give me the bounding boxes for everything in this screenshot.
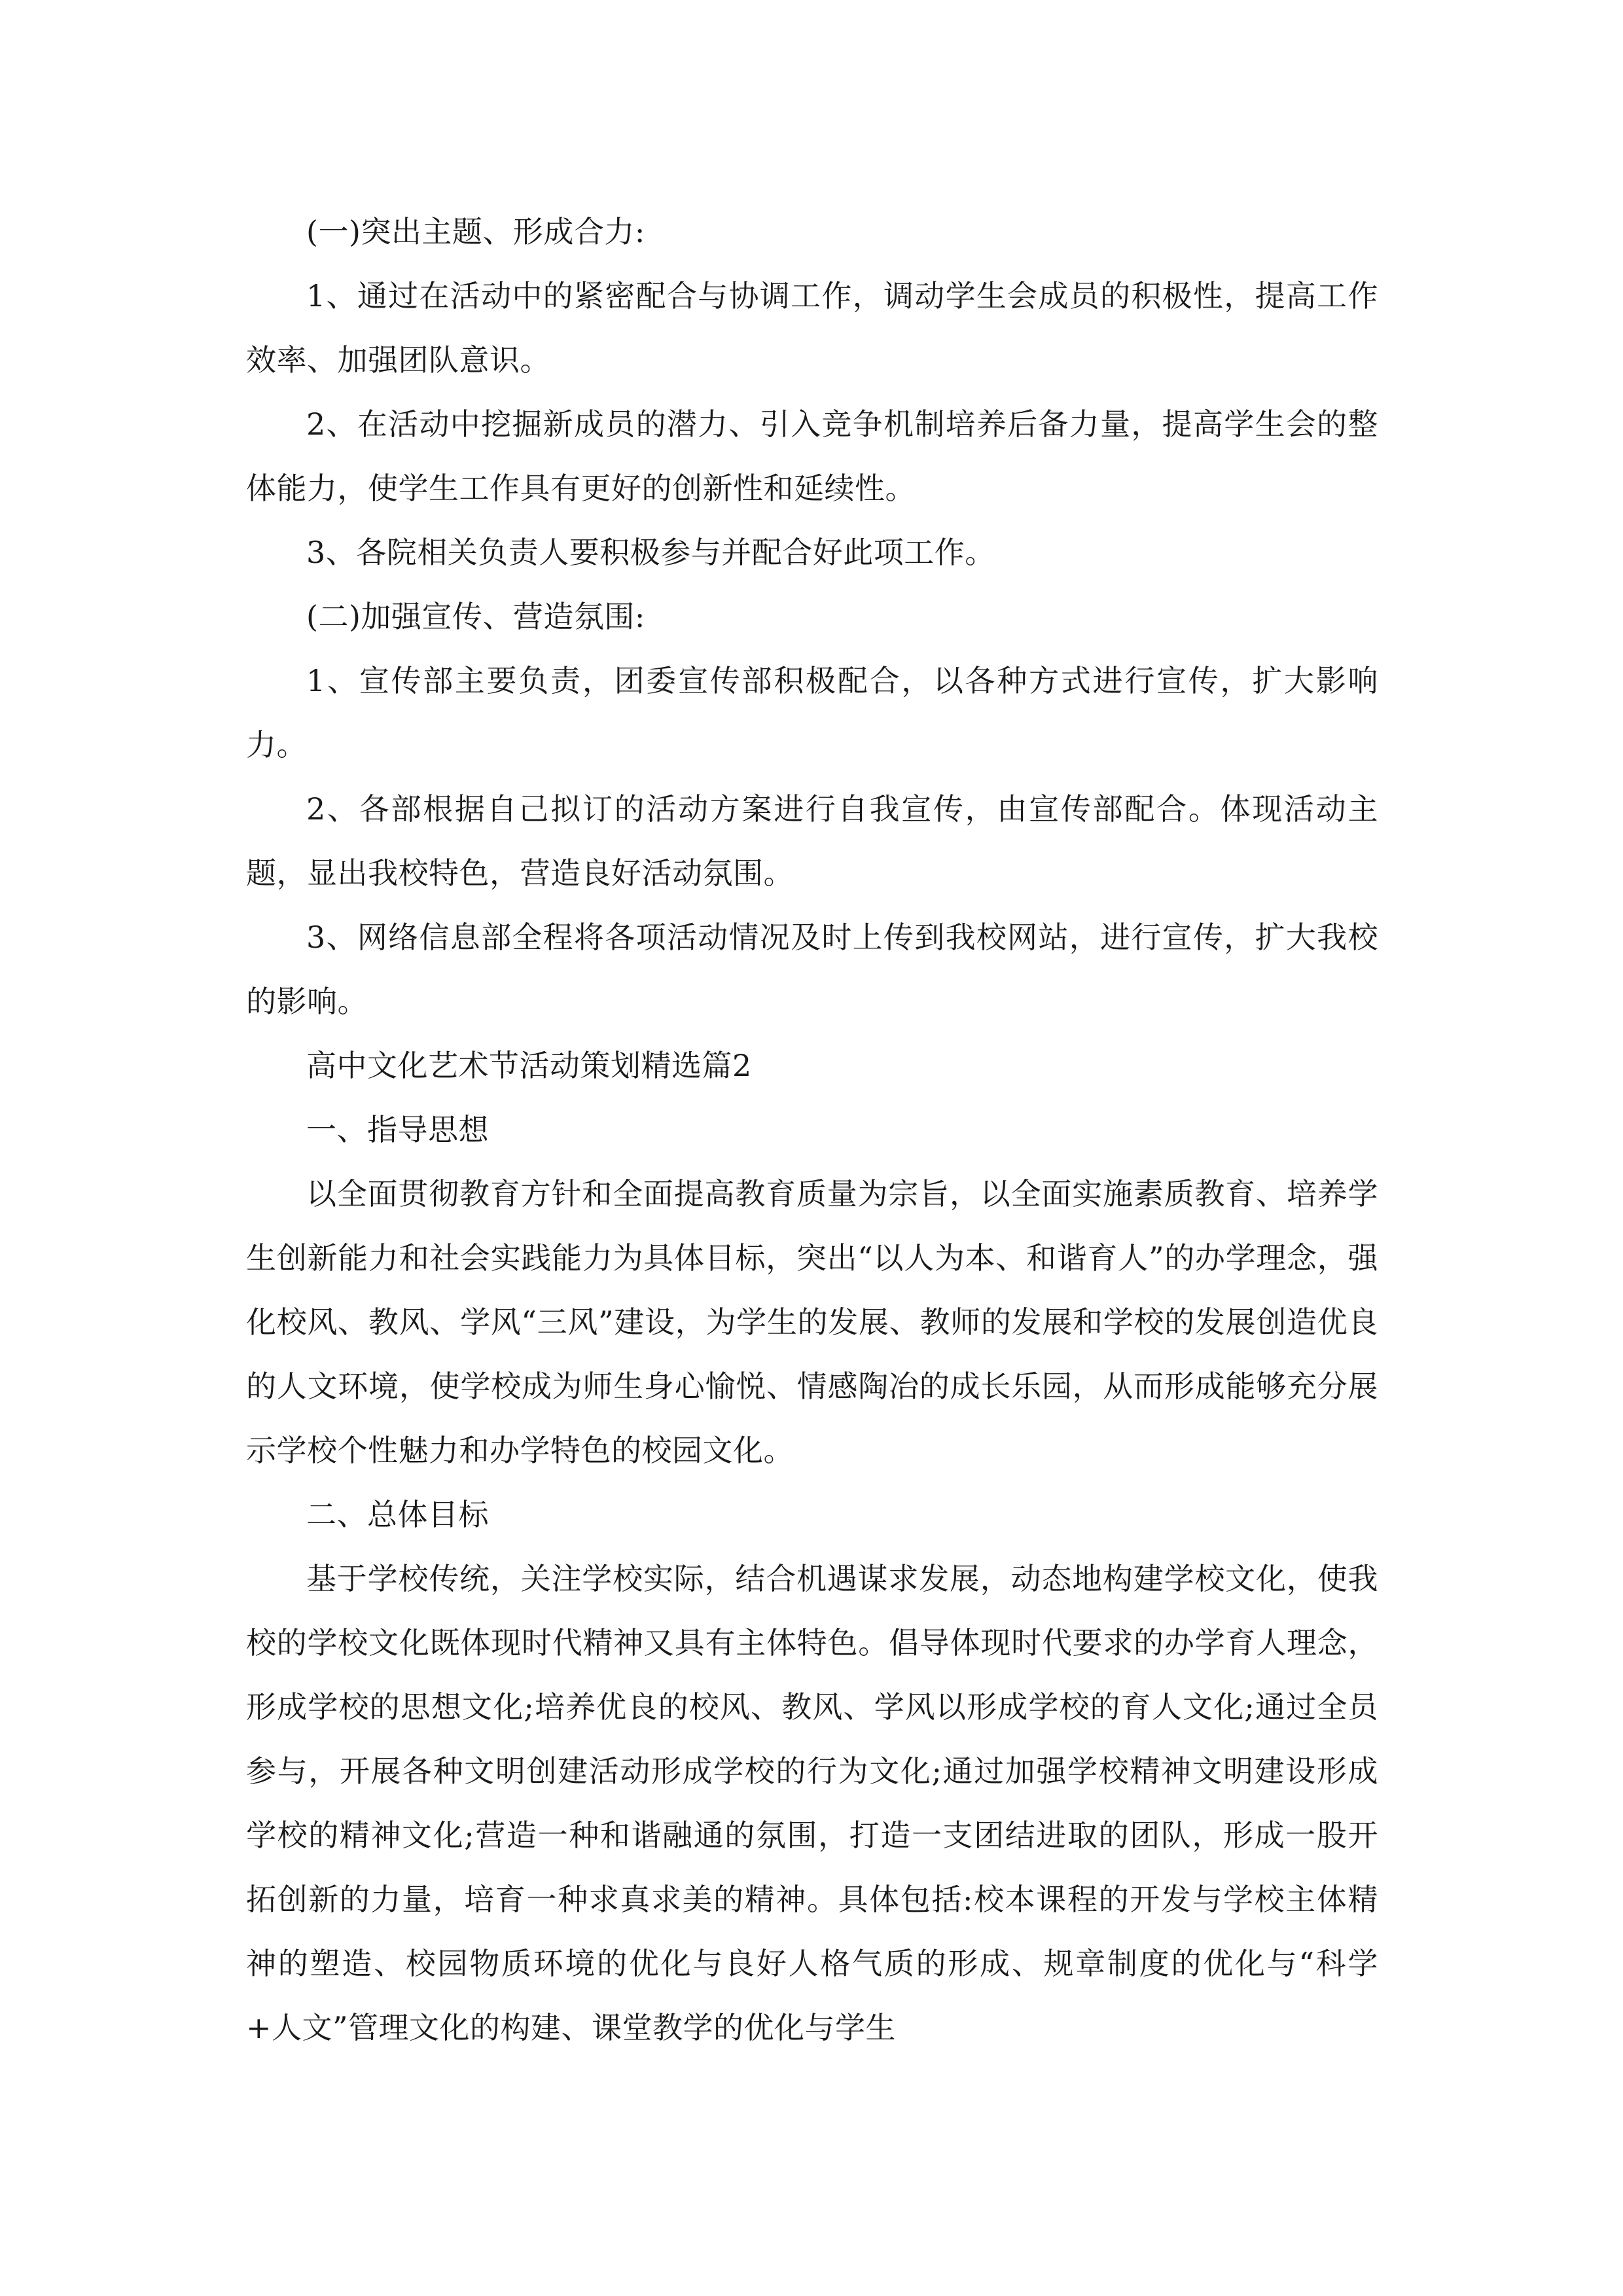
paragraph: 1、宣传部主要负责，团委宣传部积极配合，以各种方式进行宣传，扩大影响力。 (246, 663, 1378, 762)
article-title: 高中文化艺术节活动策划精选篇2 (306, 1048, 752, 1083)
paragraph: 3、各院相关负责人要积极参与并配合好此项工作。 (306, 535, 995, 570)
paragraph: 3、网络信息部全程将各项活动情况及时上传到我校网站，进行宣传，扩大我校的影响。 (246, 920, 1378, 1019)
paragraph: 以全面贯彻教育方针和全面提高教育质量为宗旨，以全面实施素质教育、培养学生创新能力和社会实践能力为具体目标，突出“以人为本、和谐育人”的办学理念，强化校风、教风、学风“三风”建设，为学生的发展、教师的发展和学校的发展创造优良的人文环境，使学校成为师生身心愉悦、情感陶冶的成长乐园，从而形成能够充分展示学校个性魅力和办学特色的校园文化。 (246, 1176, 1378, 1468)
heading-guiding-ideology: 一、指导思想 (306, 1112, 489, 1147)
heading-section-1: (一)突出主题、形成合力: (306, 214, 645, 249)
document-page (246, 200, 1378, 2060)
heading-overall-goals: 二、总体目标 (306, 1497, 489, 1532)
heading-section-2: (二)加强宣传、营造氛围: (306, 599, 645, 634)
paragraph: 1、通过在活动中的紧密配合与协调工作，调动学生会成员的积极性，提高工作效率、加强团队意识。 (246, 278, 1378, 378)
paragraph: 基于学校传统，关注学校实际，结合机遇谋求发展，动态地构建学校文化，使我校的学校文化既体现时代精神又具有主体特色。倡导体现时代要求的办学育人理念，形成学校的思想文化;培养优良的校风、教风、学风以形成学校的育人文化;通过全员参与，开展各种文明创建活动形成学校的行为文化;通过加强学校精神文明建设形成学校的精神文化;营造一种和谐融通的氛围，打造一支团结进取的团队，形成一股开拓创新的力量，培育一种求真求美的精神。具体包括:校本课程的开发与学校主体精神的塑造、校园物质环境的优化与良好人格气质的形成、规章制度的优化与“科学+人文”管理文化的构建、课堂教学的优化与学生 (246, 1561, 1378, 2045)
paragraph: 2、在活动中挖掘新成员的潜力、引入竞争机制培养后备力量，提高学生会的整体能力，使学生工作具有更好的创新性和延续性。 (246, 406, 1378, 506)
paragraph: 2、各部根据自己拟订的活动方案进行自我宣传，由宣传部配合。体现活动主题，显出我校特色，营造良好活动氛围。 (246, 791, 1378, 891)
